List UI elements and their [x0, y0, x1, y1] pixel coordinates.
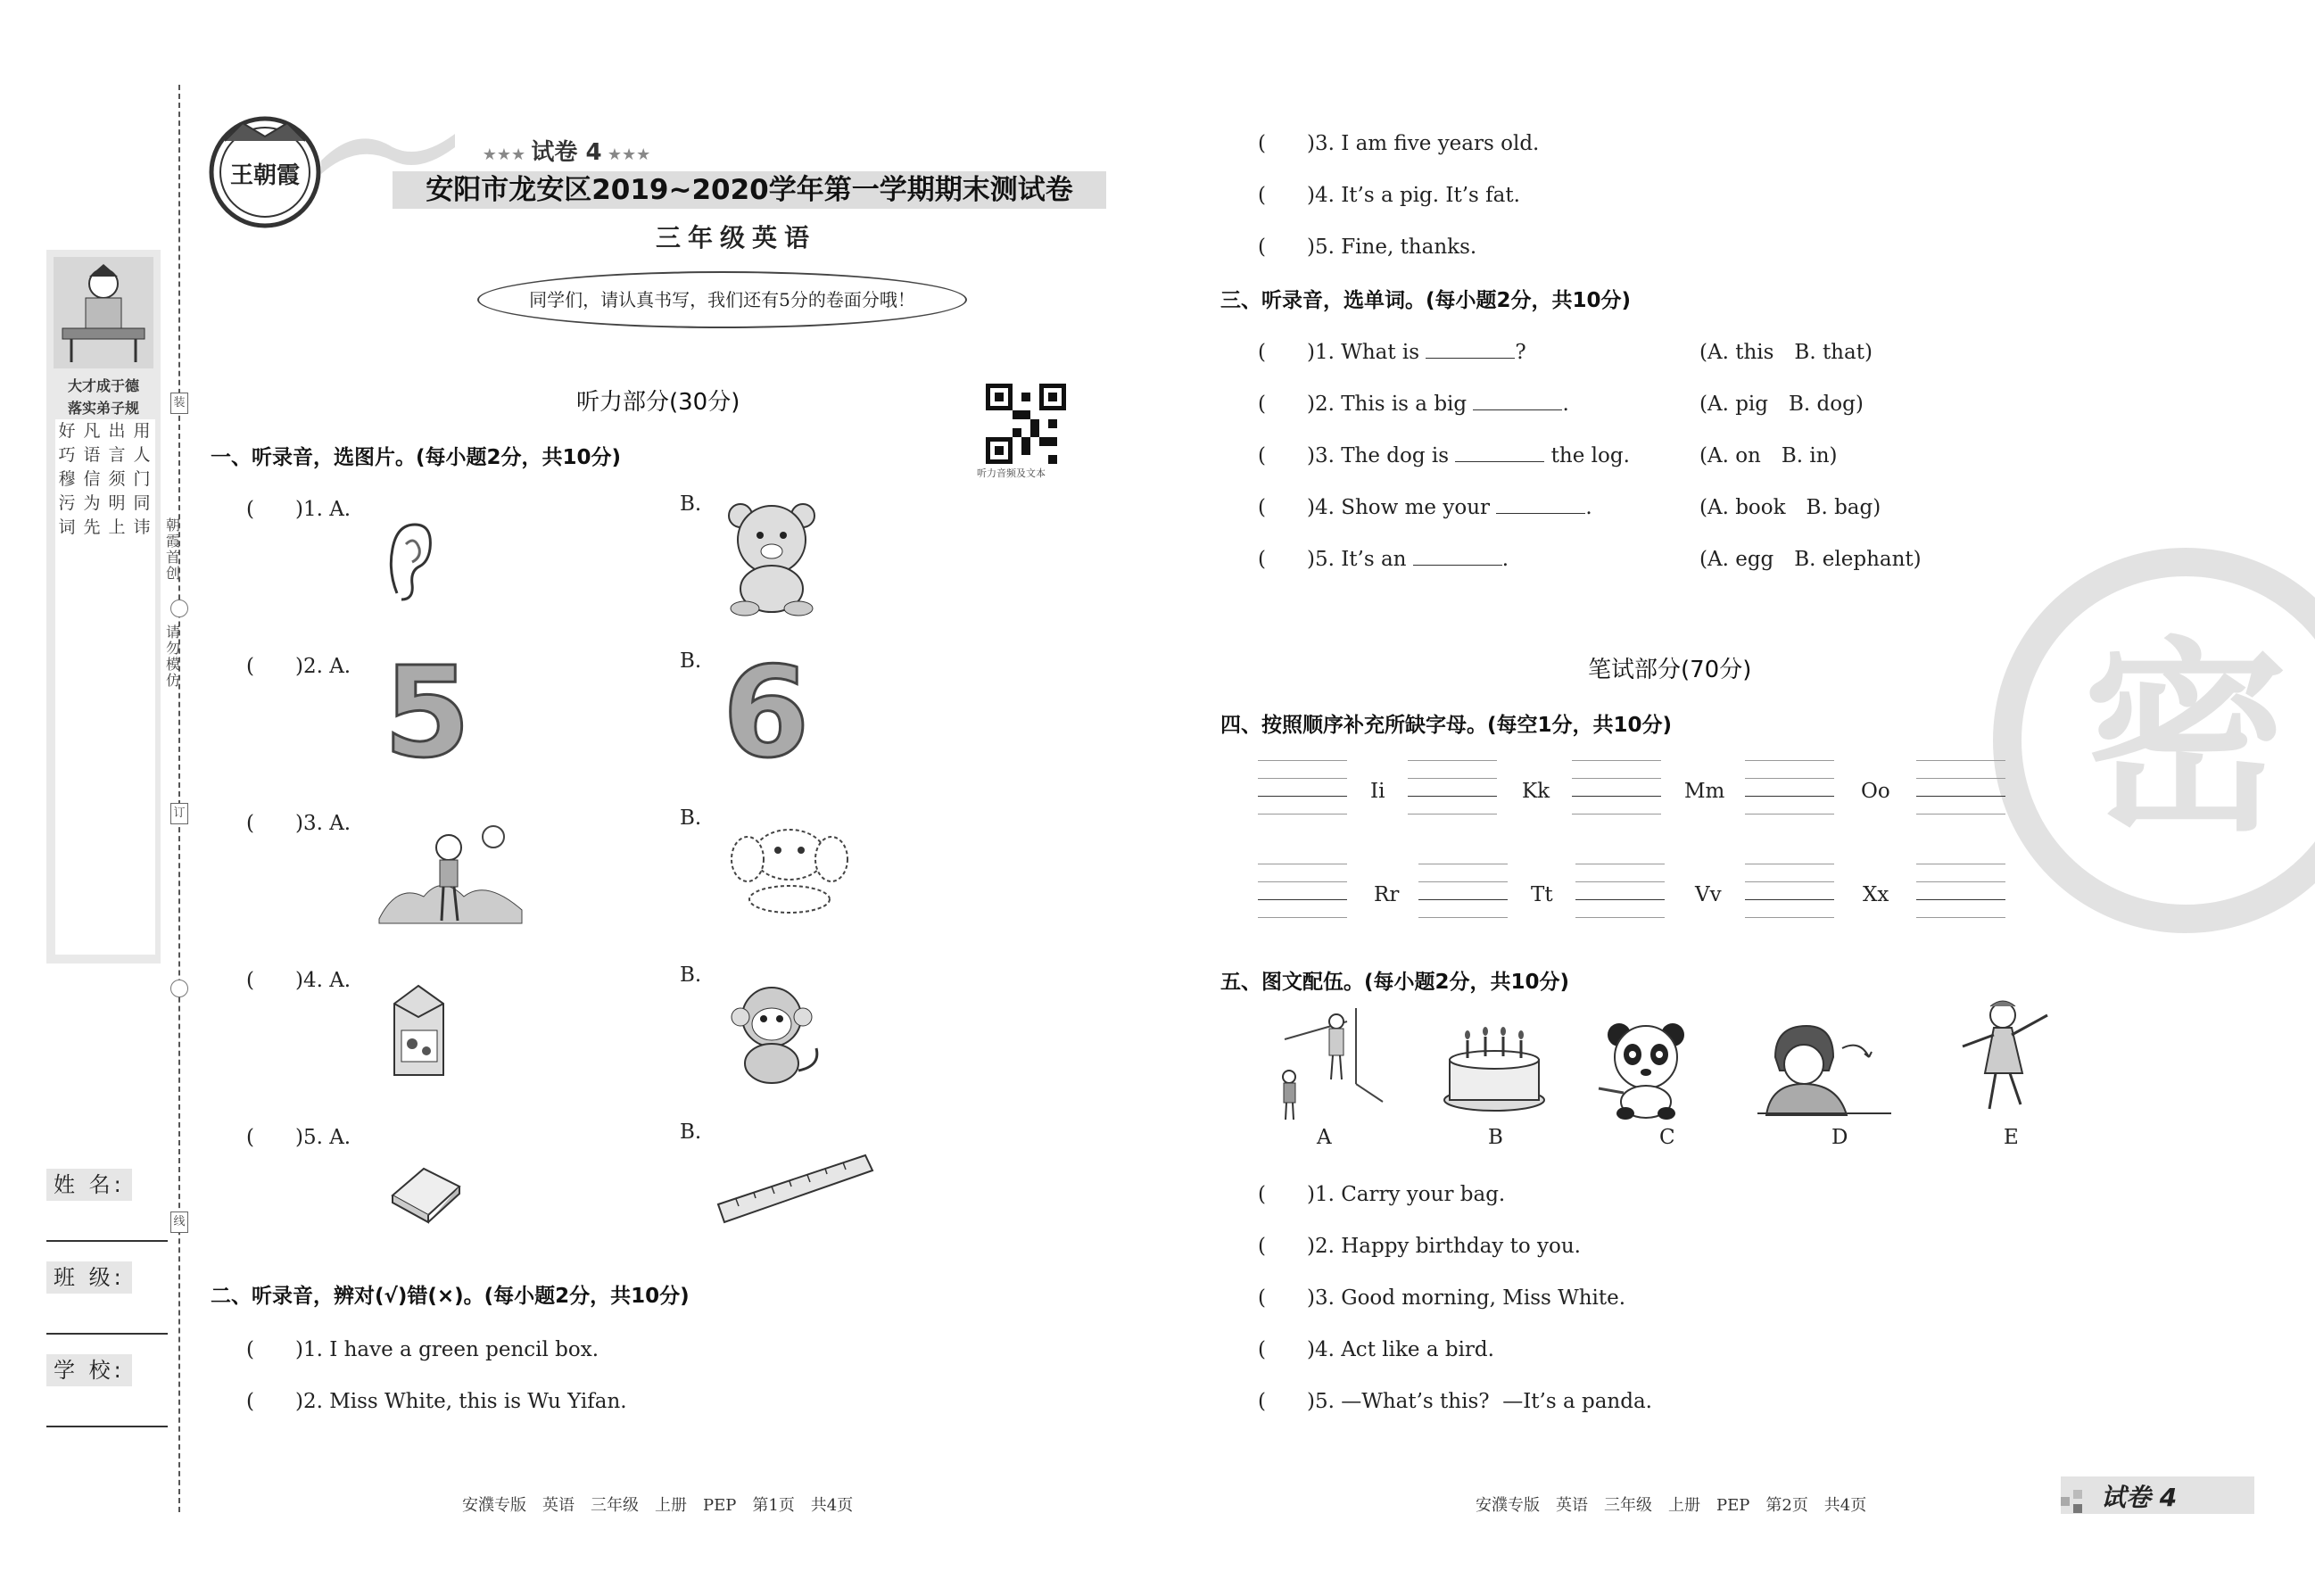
part1-q2-b-label: B. [680, 649, 702, 673]
part2-q3[interactable]: ( )3. I am five years old. [1258, 132, 1540, 155]
cut-mark: 订 [170, 803, 188, 824]
girl-flying-icon [1958, 997, 2056, 1126]
letter-rr: Rr [1374, 883, 1400, 906]
part3-q2-text: ( )2. This is a big [1258, 393, 1474, 416]
part5-q3[interactable]: ( )3. Good morning, Miss White. [1258, 1286, 1626, 1310]
part5-q5[interactable]: ( )5. —What’s this? —It’s a panda. [1258, 1390, 1652, 1413]
teacher-and-child-icon [1276, 1004, 1392, 1132]
motto-line-1: 大才成于德 [67, 377, 139, 394]
watermark-character: 密 [2082, 621, 2288, 859]
part3-q1-text: ( )1. What is [1258, 341, 1426, 364]
part1-q1-b-label: B. [680, 492, 702, 516]
birthday-cake-icon [1441, 1024, 1548, 1117]
poem-column: 好巧穆污词 [58, 421, 76, 537]
letter-xx: Xx [1863, 883, 1889, 906]
motto-line-2: 落实弟子规 [67, 400, 139, 417]
part2-heading: 二、听录音，辨对(√)错(×)。(每小题2分，共10分) [211, 1285, 690, 1308]
part3-q4-options: (A. book B. bag) [1699, 496, 1881, 519]
motto-panel [46, 250, 161, 963]
binding-hole-icon [170, 600, 188, 617]
part2-q5[interactable]: ( )5. Fine, thanks. [1258, 236, 1477, 259]
part2-q4[interactable]: ( )4. It’s a pig. It’s fat. [1258, 184, 1520, 207]
part3-q5-options: (A. egg B. elephant) [1699, 548, 1922, 571]
name-field-line[interactable] [46, 1240, 168, 1242]
part3-q4-end: . [1585, 496, 1592, 519]
part3-q3-options: (A. on B. in) [1699, 444, 1838, 467]
part3-q2[interactable] [1258, 387, 1569, 417]
part1-q1[interactable]: ( )1. A. [246, 498, 351, 521]
part3-q2-options: (A. pig B. dog) [1699, 393, 1864, 416]
part3-q5[interactable] [1258, 542, 1509, 572]
binding-hole-icon [170, 980, 188, 997]
letter-blank[interactable] [1916, 864, 2005, 917]
binding-dashed-line [178, 85, 180, 1512]
letter-ii: Ii [1370, 780, 1385, 803]
part1-heading: 一、听录音，选图片。(每小题2分，共10分) [211, 446, 622, 469]
part3-q3-end: the log. [1544, 444, 1630, 467]
writing-heading: 笔试部分(70分) [1588, 657, 1752, 683]
school-field-line[interactable] [46, 1426, 168, 1427]
part3-q3[interactable] [1258, 439, 1630, 468]
picture-label-a: A [1317, 1126, 1332, 1149]
part5-heading: 五、图文配伍。(每小题2分，共10分) [1220, 971, 1570, 994]
answer-blank[interactable] [1455, 445, 1544, 462]
answer-blank[interactable] [1426, 342, 1515, 359]
letter-oo: Oo [1861, 780, 1890, 803]
eraser-icon [384, 1160, 464, 1226]
picture-label-d: D [1831, 1126, 1848, 1149]
side-label-original: 朝霞首创 [165, 517, 180, 582]
picture-label-c: C [1659, 1126, 1675, 1149]
dog-outline-icon [723, 819, 856, 921]
part5-q4[interactable]: ( )4. Act like a bird. [1258, 1338, 1494, 1361]
picture-label-b: B [1488, 1126, 1503, 1149]
part1-q2[interactable]: ( )2. A. [246, 655, 351, 678]
poem-column: 凡语信为先 [83, 421, 101, 537]
part3-q4[interactable] [1258, 491, 1592, 520]
part1-q5[interactable]: ( )5. A. [246, 1126, 351, 1149]
letter-kk: Kk [1522, 780, 1550, 803]
footer-page-1: 安濮专版 英语 三年级 上册 PEP 第1页 共4页 [462, 1496, 854, 1515]
cut-mark: 线 [170, 1211, 188, 1233]
number-five-icon: 5 [384, 641, 471, 786]
answer-blank[interactable] [1473, 393, 1562, 410]
confidential-watermark [1989, 544, 2288, 940]
letter-mm: Mm [1684, 780, 1725, 803]
neatness-notice: 同学们，请认真书写，我们还有5分的卷面分哦！ [477, 271, 967, 328]
ear-icon [384, 517, 437, 610]
part1-q4[interactable]: ( )4. A. [246, 969, 351, 992]
part5-q2[interactable]: ( )2. Happy birthday to you. [1258, 1235, 1581, 1258]
exam-tag-text: 试卷 4 [531, 139, 602, 166]
logo-text: 王朝霞 [229, 162, 300, 189]
letter-blank[interactable] [1575, 864, 1665, 917]
panda-icon [1597, 1017, 1695, 1123]
picture-label-e: E [2004, 1126, 2019, 1149]
poem-column: 用人门同讳 [133, 421, 151, 537]
ruler-icon [714, 1151, 874, 1230]
milk-carton-icon [385, 981, 452, 1083]
qr-caption: 听力音频及文本 [977, 467, 1046, 479]
part1-q3-b-label: B. [680, 806, 702, 830]
boy-outdoors-icon [379, 821, 526, 936]
letter-blank[interactable] [1418, 864, 1508, 917]
part3-q1-options: (A. this B. that) [1699, 341, 1873, 364]
listening-heading: 听力部分(30分) [576, 389, 740, 416]
part2-q2[interactable]: ( )2. Miss White, this is Wu Yifan. [246, 1390, 627, 1413]
qr-code-icon[interactable] [986, 384, 1066, 464]
scholar-illustration [54, 257, 153, 368]
part3-q1[interactable] [1258, 335, 1526, 365]
answer-blank[interactable] [1496, 497, 1585, 514]
letter-blank[interactable] [1916, 760, 2005, 814]
exam-tag: ★★★ 试卷 4 ★★★ [482, 139, 651, 166]
part3-q5-text: ( )5. It’s an [1258, 548, 1413, 571]
letter-blank[interactable] [1745, 864, 1834, 917]
monkey-icon [723, 981, 830, 1087]
letter-blank[interactable] [1572, 760, 1661, 814]
part3-q2-end: . [1562, 393, 1569, 416]
part1-q3[interactable]: ( )3. A. [246, 812, 351, 835]
letter-vv: Vv [1695, 883, 1722, 906]
letter-blank[interactable] [1408, 760, 1497, 814]
poem-column: 出言须明上 [108, 421, 126, 537]
part5-q1[interactable]: ( )1. Carry your bag. [1258, 1183, 1506, 1206]
cut-mark: 装 [170, 393, 188, 414]
boy-with-bag-icon [1757, 1021, 1891, 1119]
answer-blank[interactable] [1413, 549, 1502, 566]
exam-subtitle: 三年级英语 [655, 223, 816, 252]
part3-heading: 三、听录音，选单词。(每小题2分，共10分) [1220, 289, 1632, 312]
number-six-icon: 6 [723, 641, 810, 786]
part2-q1[interactable]: ( )1. I have a green pencil box. [246, 1338, 599, 1361]
letter-blank[interactable] [1745, 760, 1834, 814]
part4-heading: 四、按照顺序补充所缺字母。(每空1分，共10分) [1220, 714, 1673, 737]
part3-q1-end: ? [1515, 341, 1526, 364]
publisher-logo [207, 114, 323, 234]
corner-squares-icon [2061, 1488, 2096, 1518]
part3-q4-text: ( )4. Show me your [1258, 496, 1497, 519]
side-label-no-copy: 请勿模仿 [165, 624, 180, 689]
bear-icon [723, 500, 821, 619]
school-field-label: 学 校: [46, 1354, 132, 1386]
part1-q4-b-label: B. [680, 963, 702, 987]
class-field-line[interactable] [46, 1333, 168, 1335]
letter-blank[interactable] [1258, 864, 1347, 917]
part1-q5-b-label: B. [680, 1121, 702, 1144]
corner-exam-tag: 试卷 4 [2101, 1483, 2178, 1512]
letter-tt: Tt [1531, 883, 1553, 906]
poem-columns [55, 419, 155, 955]
part3-q5-end: . [1501, 548, 1509, 571]
part3-q3-text: ( )3. The dog is [1258, 444, 1456, 467]
class-field-label: 班 级: [46, 1261, 132, 1294]
footer-page-2: 安濮专版 英语 三年级 上册 PEP 第2页 共4页 [1476, 1496, 1867, 1515]
exam-title: 安阳市龙安区2019~2020学年第一学期期末测试卷 [426, 174, 1073, 206]
letter-blank[interactable] [1258, 760, 1347, 814]
name-field-label: 姓 名: [46, 1169, 132, 1201]
